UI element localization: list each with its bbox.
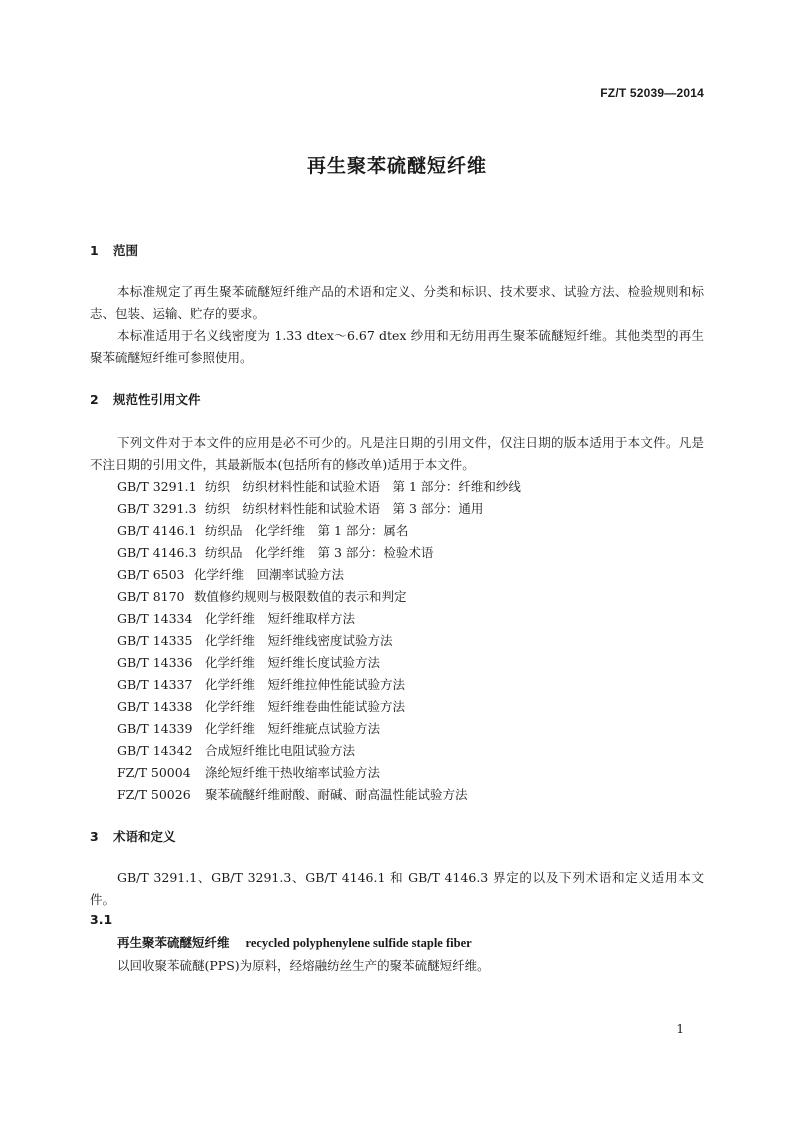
section-number: 2	[90, 392, 99, 407]
reference-item	[117, 608, 521, 630]
subsection-number: 3.1	[90, 912, 113, 927]
reference-title: 化学纤维 短纤维拉伸性能试验方法	[205, 677, 406, 692]
reference-item	[117, 696, 521, 718]
reference-item	[117, 762, 521, 784]
reference-item	[117, 498, 521, 520]
reference-title: 涤纶短纤维干热收缩率试验方法	[205, 765, 381, 780]
reference-item	[117, 718, 521, 740]
reference-item	[117, 564, 521, 586]
reference-item	[117, 586, 521, 608]
term-definition: 以回收聚苯硫醚(PPS)为原料，经熔融纺丝生产的聚苯硫醚短纤维。	[117, 958, 490, 973]
reference-code: GB/T 6503	[117, 567, 185, 582]
standard-number: FZ/T 52039—2014	[600, 86, 704, 100]
document-title: 再生聚苯硫醚短纤维	[306, 155, 487, 177]
reference-code: GB/T 4146.3	[117, 545, 197, 560]
reference-code: GB/T 14339	[117, 721, 193, 736]
reference-code: FZ/T 50004	[117, 765, 191, 780]
reference-item	[117, 476, 521, 498]
section-1-paragraph-1: 本标准规定了再生聚苯硫醚短纤维产品的术语和定义、分类和标识、技术要求、试验方法、检验规则和标志、包装、运输、贮存的要求。	[90, 284, 704, 321]
reference-code: GB/T 14337	[117, 677, 193, 692]
reference-code: GB/T 14338	[117, 699, 193, 714]
reference-item	[117, 652, 521, 674]
reference-title: 合成短纤维比电阻试验方法	[205, 743, 356, 758]
reference-item	[117, 740, 521, 762]
section-title: 术语和定义	[113, 829, 176, 844]
section-2-heading	[90, 390, 201, 408]
reference-title: 化学纤维 短纤维长度试验方法	[205, 655, 381, 670]
reference-code: GB/T 14334	[117, 611, 193, 626]
reference-title: 化学纤维 短纤维取样方法	[205, 611, 356, 626]
reference-item	[117, 542, 521, 564]
reference-title: 纺织 纺织材料性能和试验术语 第 3 部分：通用	[205, 501, 484, 516]
section-3-intro: GB/T 3291.1、GB/T 3291.3、GB/T 4146.1 和 GB/T 4146.3 界定的以及下列术语和定义适用本文件。	[90, 870, 704, 907]
term-english: recycled polyphenylene sulfide staple fiber	[245, 936, 472, 950]
term-chinese: 再生聚苯硫醚短纤维	[117, 935, 230, 950]
reference-title: 纺织品 化学纤维 第 1 部分：属名	[205, 523, 409, 538]
reference-code: GB/T 3291.1	[117, 479, 197, 494]
reference-title: 化学纤维 短纤维线密度试验方法	[205, 633, 393, 648]
reference-code: GB/T 4146.1	[117, 523, 197, 538]
reference-item	[117, 674, 521, 696]
reference-title: 数值修约规则与极限数值的表示和判定	[194, 589, 407, 604]
term-entry	[117, 933, 472, 951]
reference-item	[117, 520, 521, 542]
reference-code: FZ/T 50026	[117, 787, 191, 802]
reference-item	[117, 784, 521, 806]
section-1-paragraph-2: 本标准适用于名义线密度为 1.33 dtex～6.67 dtex 纱用和无纺用再生聚苯硫醚短纤维。其他类型的再生聚苯硫醚短纤维可参照使用。	[90, 328, 704, 365]
reference-title: 聚苯硫醚纤维耐酸、耐碱、耐高温性能试验方法	[205, 787, 468, 802]
section-title: 范围	[113, 243, 139, 258]
reference-list	[117, 476, 521, 806]
section-number: 1	[90, 243, 99, 258]
section-title: 规范性引用文件	[113, 392, 201, 407]
reference-title: 化学纤维 回潮率试验方法	[194, 567, 345, 582]
section-3-heading	[90, 827, 176, 845]
reference-code: GB/T 14342	[117, 743, 193, 758]
reference-code: GB/T 3291.3	[117, 501, 197, 516]
section-1-heading	[90, 241, 138, 259]
reference-title: 化学纤维 短纤维疵点试验方法	[205, 721, 381, 736]
reference-code: GB/T 14336	[117, 655, 193, 670]
page-number: 1	[676, 1022, 684, 1036]
section-2-intro: 下列文件对于本文件的应用是必不可少的。凡是注日期的引用文件，仅注日期的版本适用于本文件。凡是不注日期的引用文件，其最新版本(包括所有的修改单)适用于本文件。	[90, 435, 704, 472]
reference-title: 化学纤维 短纤维卷曲性能试验方法	[205, 699, 406, 714]
reference-title: 纺织 纺织材料性能和试验术语 第 1 部分：纤维和纱线	[205, 479, 521, 494]
reference-title: 纺织品 化学纤维 第 3 部分：检验术语	[205, 545, 434, 560]
section-number: 3	[90, 829, 99, 844]
reference-item	[117, 630, 521, 652]
reference-code: GB/T 8170	[117, 589, 185, 604]
reference-code: GB/T 14335	[117, 633, 193, 648]
